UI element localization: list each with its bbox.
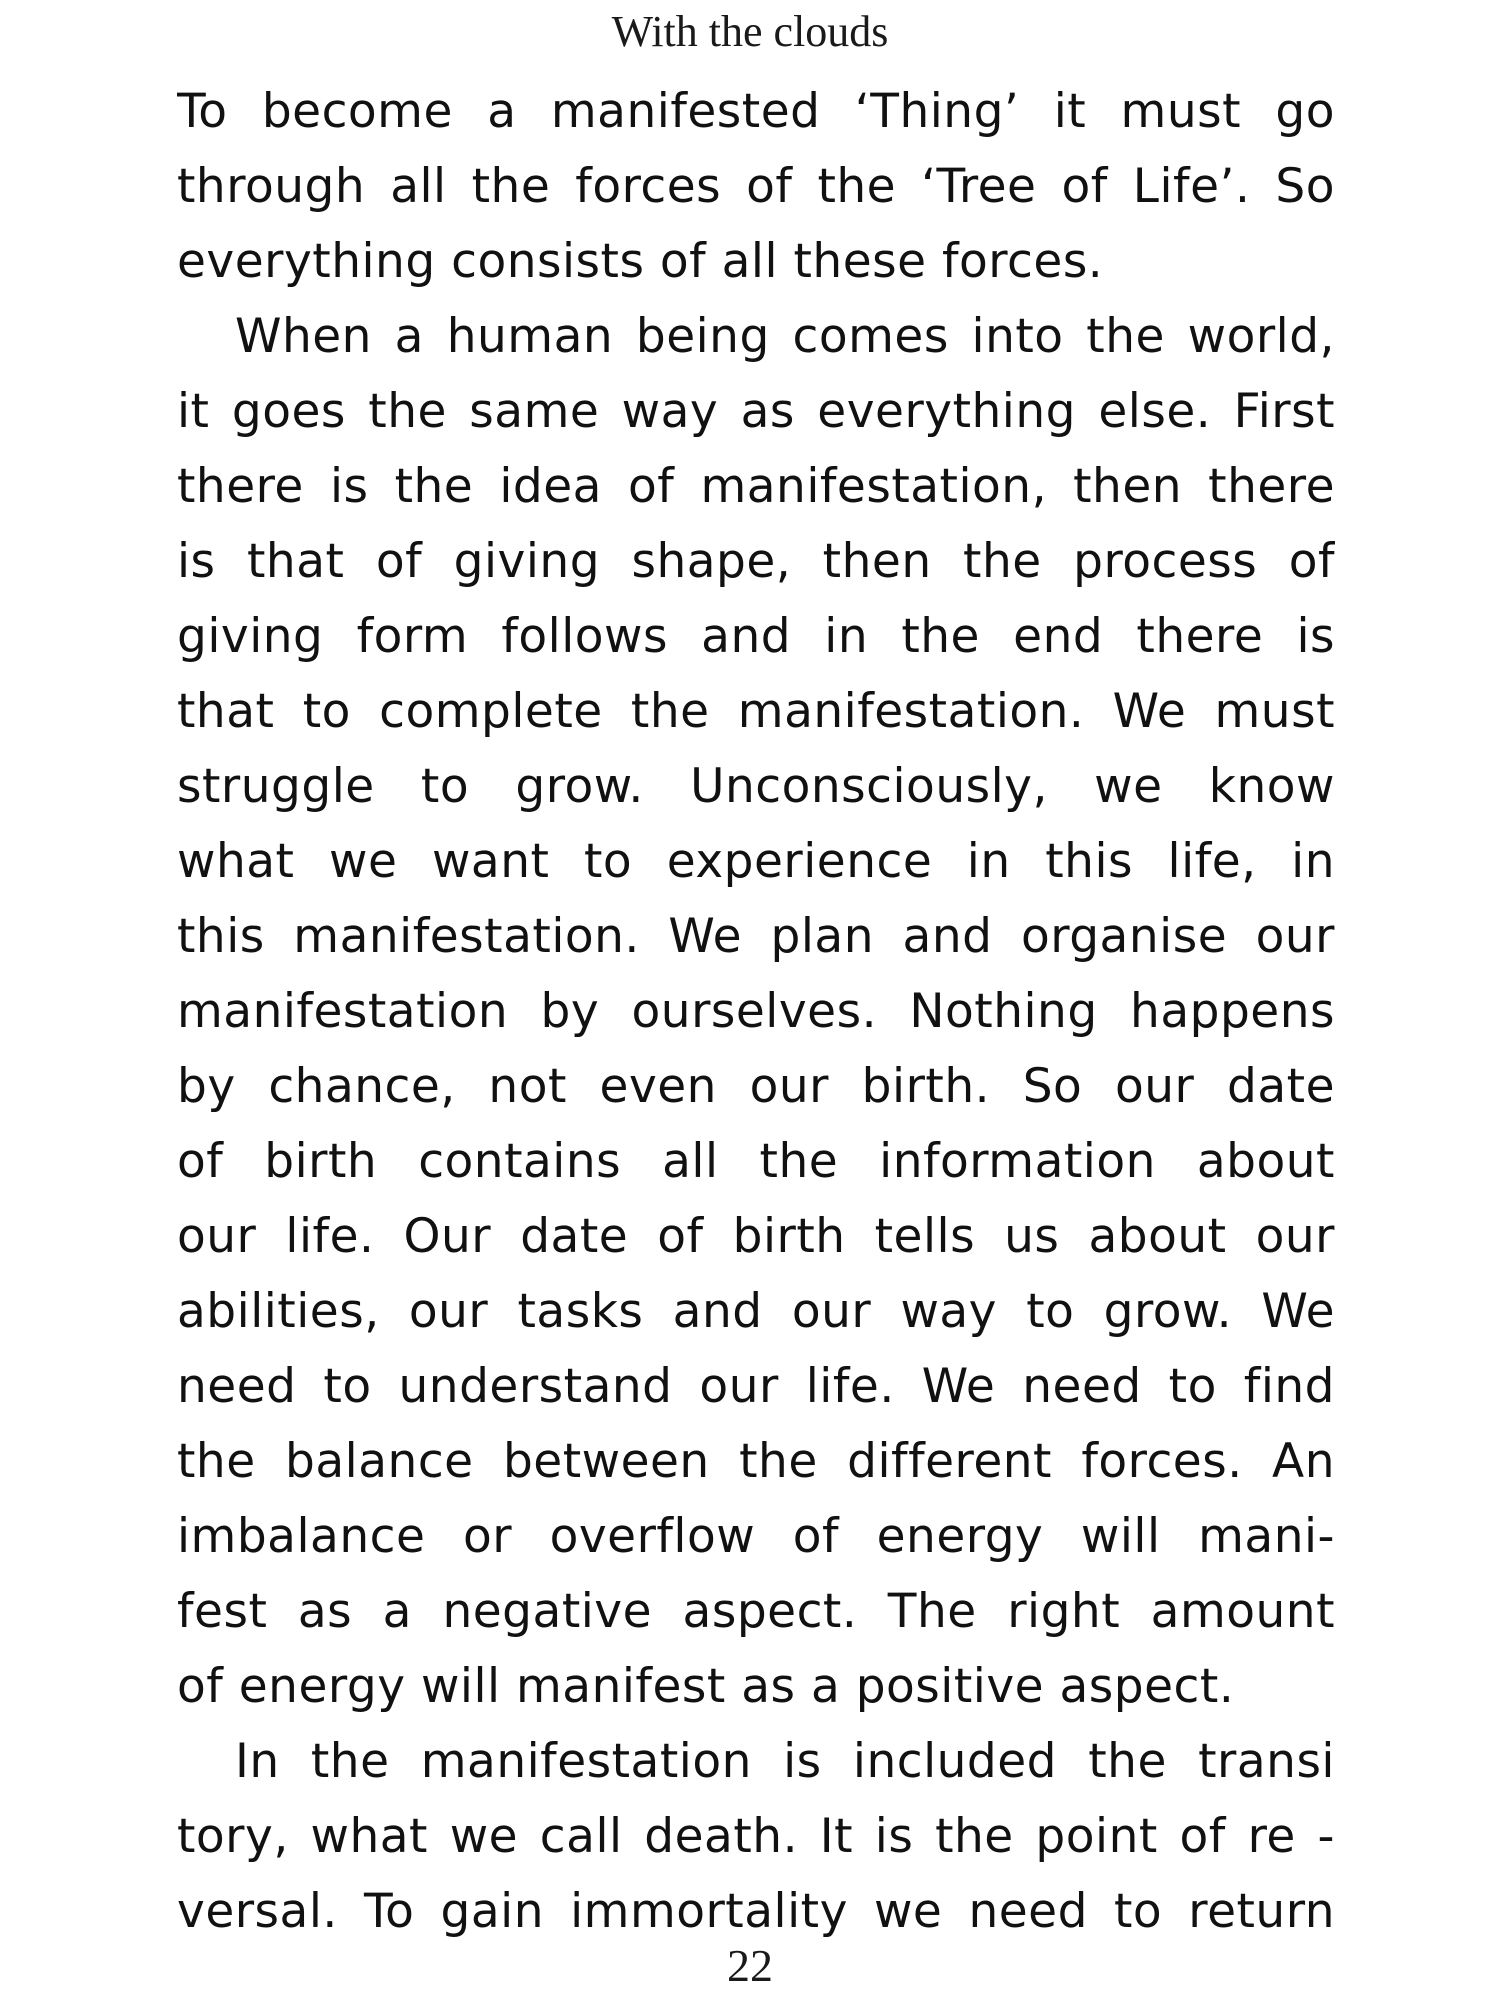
text-line: manifestation by ourselves. Nothing happens [177,984,1335,1039]
text-line: To become a manifested ‘Thing’ it must go [177,84,1335,139]
text-line: When a human being comes into the world, [235,309,1335,364]
text-line: our life. Our date of birth tells us about our [177,1209,1335,1264]
text-line: need to understand our life. We need to find [177,1359,1335,1414]
text-line: imbalance or overflow of energy will mani- [177,1509,1335,1564]
text-line: through all the forces of the ‘Tree of Life’. So [177,159,1335,214]
text-line: this manifestation. We plan and organise our [177,909,1335,964]
text-line: tory, what we call death. It is the point of re - [177,1809,1335,1864]
text-line: is that of giving shape, then the process of [177,534,1335,589]
text-line: by chance, not even our birth. So our date [177,1059,1335,1114]
running-header-title: With the clouds [611,6,889,56]
text-line: the balance between the different forces. An [177,1434,1335,1489]
text-line: versal. To gain immortality we need to return [177,1884,1335,1939]
text-line: fest as a negative aspect. The right amount [177,1584,1335,1639]
text-line: abilities, our tasks and our way to grow. We [177,1284,1335,1339]
text-line: it goes the same way as everything else. First [177,384,1335,439]
body-text [177,74,1335,1949]
text-line: In the manifestation is included the transi [235,1734,1335,1789]
text-line: giving form follows and in the end there is [177,609,1335,664]
text-line: struggle to grow. Unconsciously, we know [177,759,1335,814]
text-line: of energy will manifest as a positive aspect. [177,1659,1235,1714]
text-line: that to complete the manifestation. We must [177,684,1335,739]
running-header [0,0,1500,62]
page-number: 22 [727,1939,773,1991]
text-line: of birth contains all the information about [177,1134,1335,1189]
text-line: there is the idea of manifestation, then there [177,459,1335,514]
text-line: what we want to experience in this life, in [177,834,1335,889]
page-footer [0,1930,1500,2000]
text-line: everything consists of all these forces. [177,234,1104,289]
